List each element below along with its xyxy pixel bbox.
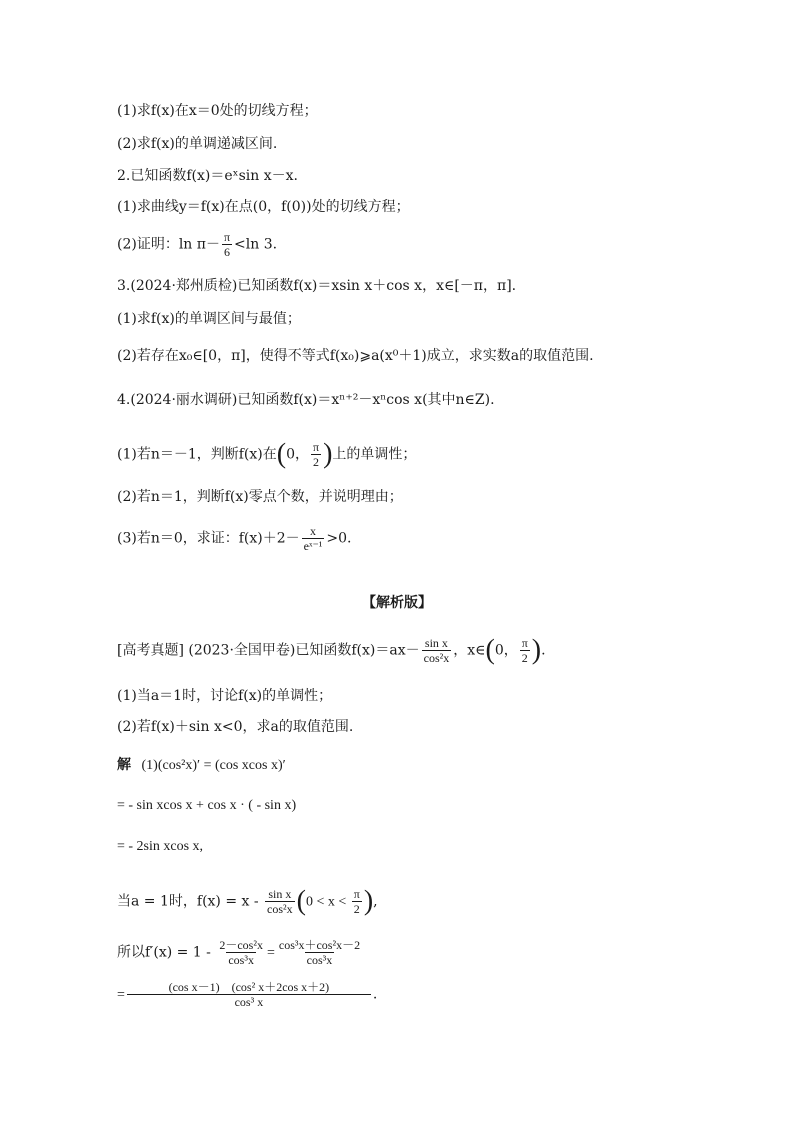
pi-over-6-fraction [222,230,232,259]
left-paren: ( [485,634,495,666]
case-a-equals-1: 当a = 1时，f(x) = x - [117,893,264,910]
exam-question-text: [高考真题] (2023·全国甲卷)已知函数f(x)＝ax－ [117,642,420,659]
derivative-fraction-1 [217,938,265,967]
domain-text: ，x∈ [453,642,486,659]
fraction-numerator: 2－cos²x [219,938,263,952]
problem2-part2 [117,230,277,259]
problem4-part2: (2)若n＝1，判断f(x)零点个数，并说明理由； [117,489,403,505]
sinx-over-cos2x-fraction [265,887,295,916]
exam-question-part1: (1)当a＝1时，讨论f(x)的单调性； [117,688,333,704]
interval-start: 0， [286,446,310,463]
fraction-denominator: 2 [353,902,360,916]
right-paren: ) [531,634,542,666]
problem1-part1: (1)求f(x)在x＝0处的切线方程； [117,103,318,119]
problem4-part1-tail: 上的单调性； [332,446,417,463]
fraction-denominator: cos³ x [127,994,371,1009]
fraction-numerator: sin x [424,636,448,650]
right-paren: ) [323,438,333,470]
solution-line-1 [117,755,286,776]
domain-condition: 0 < x < [305,894,350,910]
problem3-stem: 3.(2024·郑州质检)已知函数f(x)＝xsin x＋cos x，x∈[－π，π]. [117,278,517,294]
exam-question-stem [117,636,546,665]
fraction-numerator: π [313,440,320,454]
equals-sign: = [117,987,125,1003]
problem4-part3-tail: >0. [326,530,352,547]
fraction-denominator: eˣ⁻¹ [303,539,323,553]
fraction-numerator: sin x [268,887,292,901]
left-paren: ( [296,885,306,917]
fraction-numerator: π [353,887,360,901]
problem3-part1: (1)求f(x)的单调区间与最值； [117,311,301,327]
fraction-denominator: cos³x [306,953,333,967]
derivative-intro: 所以f′(x) = 1 - [117,944,216,961]
problem1-part2: (2)求f(x)的单调递减区间. [117,136,278,152]
fraction-numerator: x [310,524,317,538]
fraction-denominator: 2 [313,455,320,469]
pi-over-2-fraction [352,887,362,916]
x-over-exp-fraction [302,524,325,553]
pi-over-2-fraction [311,440,321,469]
fraction-numerator: cos³x＋cos²x－2 [278,938,361,952]
fraction-numerator: (cos x－1) (cos² x＋2cos x＋2) [168,980,330,994]
problem4-part3-text: (3)若n＝0，求证：f(x)＋2－ [117,530,300,547]
solution-heading: 【解析版】 [362,595,432,611]
problem4-part1-text: (1)若n＝－1，判断f(x)在 [117,446,277,463]
pi-over-2-fraction [520,636,530,665]
solution-line-3: = - 2sin xcos x, [117,839,204,854]
fraction-denominator: cos³x [228,953,254,967]
solution-line-5 [117,938,364,967]
solution-line-6 [117,980,377,1009]
solution-line-2: = - sin xcos x + cos x · ( - sin x) [117,798,297,813]
factored-fraction [127,980,371,1009]
fraction-denominator: cos²x [423,651,450,665]
fraction-denominator: 6 [224,245,231,259]
fraction-denominator: cos²x [267,902,293,916]
solution-line-4 [117,887,378,916]
left-paren: ( [276,438,287,470]
sinx-over-cos2x-fraction [422,636,452,665]
line-end: , [373,893,378,910]
solution-label: 解 [117,757,131,773]
fraction-numerator: π [521,636,528,650]
right-paren: ) [363,885,374,917]
fraction-denominator: 2 [521,651,528,665]
problem2-part2-text: (2)证明：ln π－ [117,236,220,253]
line-end: . [372,986,378,1003]
equals-sign: = [266,945,275,961]
problem4-part1 [117,440,416,469]
problem4-stem: 4.(2024·丽水调研)已知函数f(x)＝xⁿ⁺²－xⁿcos x(其中n∈Z). [117,392,495,408]
problem2-part2-tail: <ln 3. [234,236,278,253]
fraction-numerator: π [223,230,231,244]
derivative-fraction-2 [277,938,362,967]
problem3-part2: (2)若存在x₀∈[0，π]，使得不等式f(x₀)⩾a(x⁰＋1)成立，求实数a的取值范围. [117,348,594,364]
problem2-part1: (1)求曲线y＝f(x)在点(0，f(0))处的切线方程； [117,199,410,215]
solution-derivative: (1)(cos²x)′ = (cos xcos x)′ [141,758,286,773]
interval-start: 0， [494,642,518,659]
stem-end: . [541,642,546,659]
exam-question-part2: (2)若f(x)＋sin x<0，求a的取值范围. [117,719,354,735]
problem2-stem: 2.已知函数f(x)＝eˣsin x－x. [117,168,298,184]
problem4-part3 [117,524,352,553]
